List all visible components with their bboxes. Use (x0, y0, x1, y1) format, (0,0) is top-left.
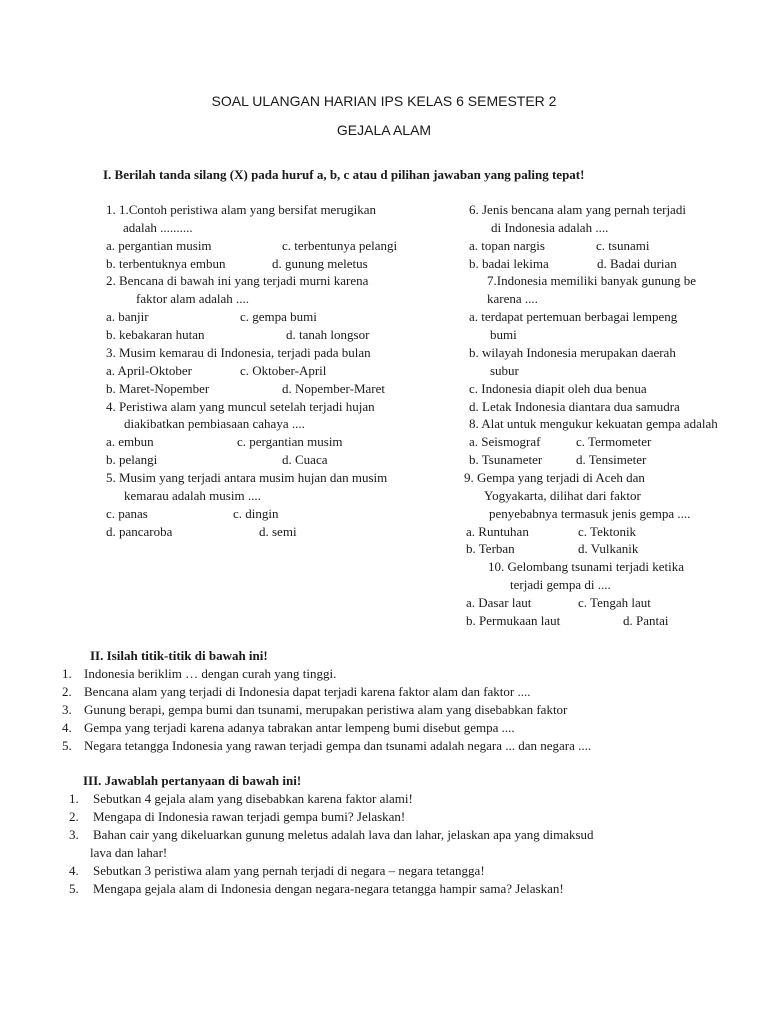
question-text: adalah .......... (123, 220, 193, 235)
list-item: Gempa yang terjadi karena adanya tabrakan antar lempeng bumi disebut gempa .... (84, 720, 515, 735)
option: b. badai lekima (469, 256, 549, 271)
option: d. semi (259, 524, 297, 539)
option: d. Vulkanik (578, 541, 639, 556)
list-item: Mengapa di Indonesia rawan terjadi gempa bumi? Jelaskan! (93, 809, 406, 824)
option: d. Pantai (623, 613, 669, 628)
option: c. Indonesia diapit oleh dua benua (469, 381, 647, 396)
question-text: 2. Bencana di bawah ini yang terjadi murni karena (106, 273, 369, 288)
option: a. Dasar laut (466, 595, 532, 610)
list-item: Sebutkan 4 gejala alam yang disebabkan karena faktor alami! (93, 791, 413, 806)
option: a. embun (106, 434, 154, 449)
list-item: Indonesia beriklim … dengan curah yang tinggi. (84, 666, 337, 681)
option: d. tanah longsor (286, 327, 370, 342)
list-item: Negara tetangga Indonesia yang rawan terjadi gempa dan tsunami adalah negara ... dan negara .... (84, 738, 592, 753)
option: a. banjir (106, 309, 149, 324)
question-text: 8. Alat untuk mengukur kekuatan gempa adalah (469, 416, 718, 431)
option: c. Termometer (576, 434, 652, 449)
question-text: di Indonesia adalah .... (491, 220, 609, 235)
page-subtitle: GEJALA ALAM (336, 122, 432, 138)
option: bumi (490, 327, 517, 342)
question-text: faktor alam adalah .... (136, 291, 249, 306)
section2-heading: II. Isilah titik-titik di bawah ini! (90, 648, 268, 663)
option: c. Tektonik (578, 524, 637, 539)
section1-heading: I. Berilah tanda silang (X) pada huruf a, b, c atau d pilihan jawaban yang paling tepat! (103, 167, 585, 182)
list-number: 5. (62, 738, 72, 753)
list-number: 4. (69, 863, 79, 878)
question-text: 7.Indonesia memiliki banyak gunung be (487, 273, 697, 288)
option: d. Tensimeter (576, 452, 647, 467)
option: a. Runtuhan (466, 524, 529, 539)
list-number: 3. (62, 702, 72, 717)
option: c. panas (106, 506, 148, 521)
option: d. Letak Indonesia diantara dua samudra (469, 399, 680, 414)
option: b. wilayah Indonesia merupakan daerah (469, 345, 676, 360)
option: d. pancaroba (106, 524, 173, 539)
option: a. terdapat pertemuan berbagai lempeng (469, 309, 678, 324)
list-item: Gunung berapi, gempa bumi dan tsunami, merupakan peristiwa alam yang disebabkan faktor (84, 702, 568, 717)
option: c. dingin (233, 506, 279, 521)
list-number: 2. (62, 684, 72, 699)
option: b. Maret-Nopember (106, 381, 210, 396)
question-text: 9. Gempa yang terjadi di Aceh dan (464, 470, 645, 485)
question-text: Yogyakarta, dilihat dari faktor (484, 488, 641, 503)
question-text: 10. Gelombang tsunami terjadi ketika (488, 559, 685, 574)
list-number: 4. (62, 720, 72, 735)
option: c. Oktober-April (240, 363, 327, 378)
option: b. Tsunameter (469, 452, 543, 467)
option: c. gempa bumi (240, 309, 317, 324)
question-text: 5. Musim yang terjadi antara musim hujan dan musim (106, 470, 388, 485)
option: c. pergantian musim (237, 434, 343, 449)
page-title: SOAL ULANGAN HARIAN IPS KELAS 6 SEMESTER 2 (211, 93, 557, 109)
question-text: 1. 1.Contoh peristiwa alam yang bersifat merugikan (106, 202, 377, 217)
list-item: Bahan cair yang dikeluarkan gunung meletus adalah lava dan lahar, jelaskan apa yang dimaksud (93, 827, 594, 842)
list-number: 1. (62, 666, 72, 681)
question-text: 3. Musim kemarau di Indonesia, terjadi pada bulan (106, 345, 371, 360)
question-text: diakibatkan pembiasaan cahaya .... (124, 416, 305, 431)
list-item: lava dan lahar! (90, 845, 168, 860)
list-number: 2. (69, 809, 79, 824)
option: a. topan nargis (469, 238, 545, 253)
option: d. Cuaca (282, 452, 328, 467)
list-number: 1. (69, 791, 79, 806)
option: d. Badai durian (597, 256, 677, 271)
question-text: terjadi gempa di .... (510, 577, 611, 592)
list-item: Sebutkan 3 peristiwa alam yang pernah terjadi di negara – negara tetangga! (93, 863, 485, 878)
list-number: 3. (69, 827, 79, 842)
option: a. pergantian musim (106, 238, 212, 253)
option: b. terbentuknya embun (106, 256, 226, 271)
option: d. Nopember-Maret (282, 381, 385, 396)
question-text: 4. Peristiwa alam yang muncul setelah terjadi hujan (106, 399, 375, 414)
option: b. kebakaran hutan (106, 327, 205, 342)
question-text: penyebabnya termasuk jenis gempa .... (489, 506, 691, 521)
option: a. April-Oktober (106, 363, 192, 378)
question-text: kemarau adalah musim .... (124, 488, 261, 503)
list-number: 5. (69, 881, 79, 896)
option: c. tsunami (596, 238, 650, 253)
option: d. gunung meletus (272, 256, 368, 271)
question-text: 6. Jenis bencana alam yang pernah terjadi (469, 202, 686, 217)
question-text: karena .... (487, 291, 538, 306)
list-item: Mengapa gejala alam di Indonesia dengan negara-negara tetangga hampir sama? Jelaskan! (93, 881, 564, 896)
option: b. Permukaan laut (466, 613, 561, 628)
option: b. pelangi (106, 452, 158, 467)
option: b. Terban (466, 541, 515, 556)
list-item: Bencana alam yang terjadi di Indonesia dapat terjadi karena faktor alam dan faktor .... (84, 684, 531, 699)
option: c. Tengah laut (578, 595, 651, 610)
option: c. terbentunya pelangi (282, 238, 398, 253)
option: a. Seismograf (469, 434, 541, 449)
section3-heading: III. Jawablah pertanyaan di bawah ini! (83, 773, 302, 788)
option: subur (490, 363, 519, 378)
